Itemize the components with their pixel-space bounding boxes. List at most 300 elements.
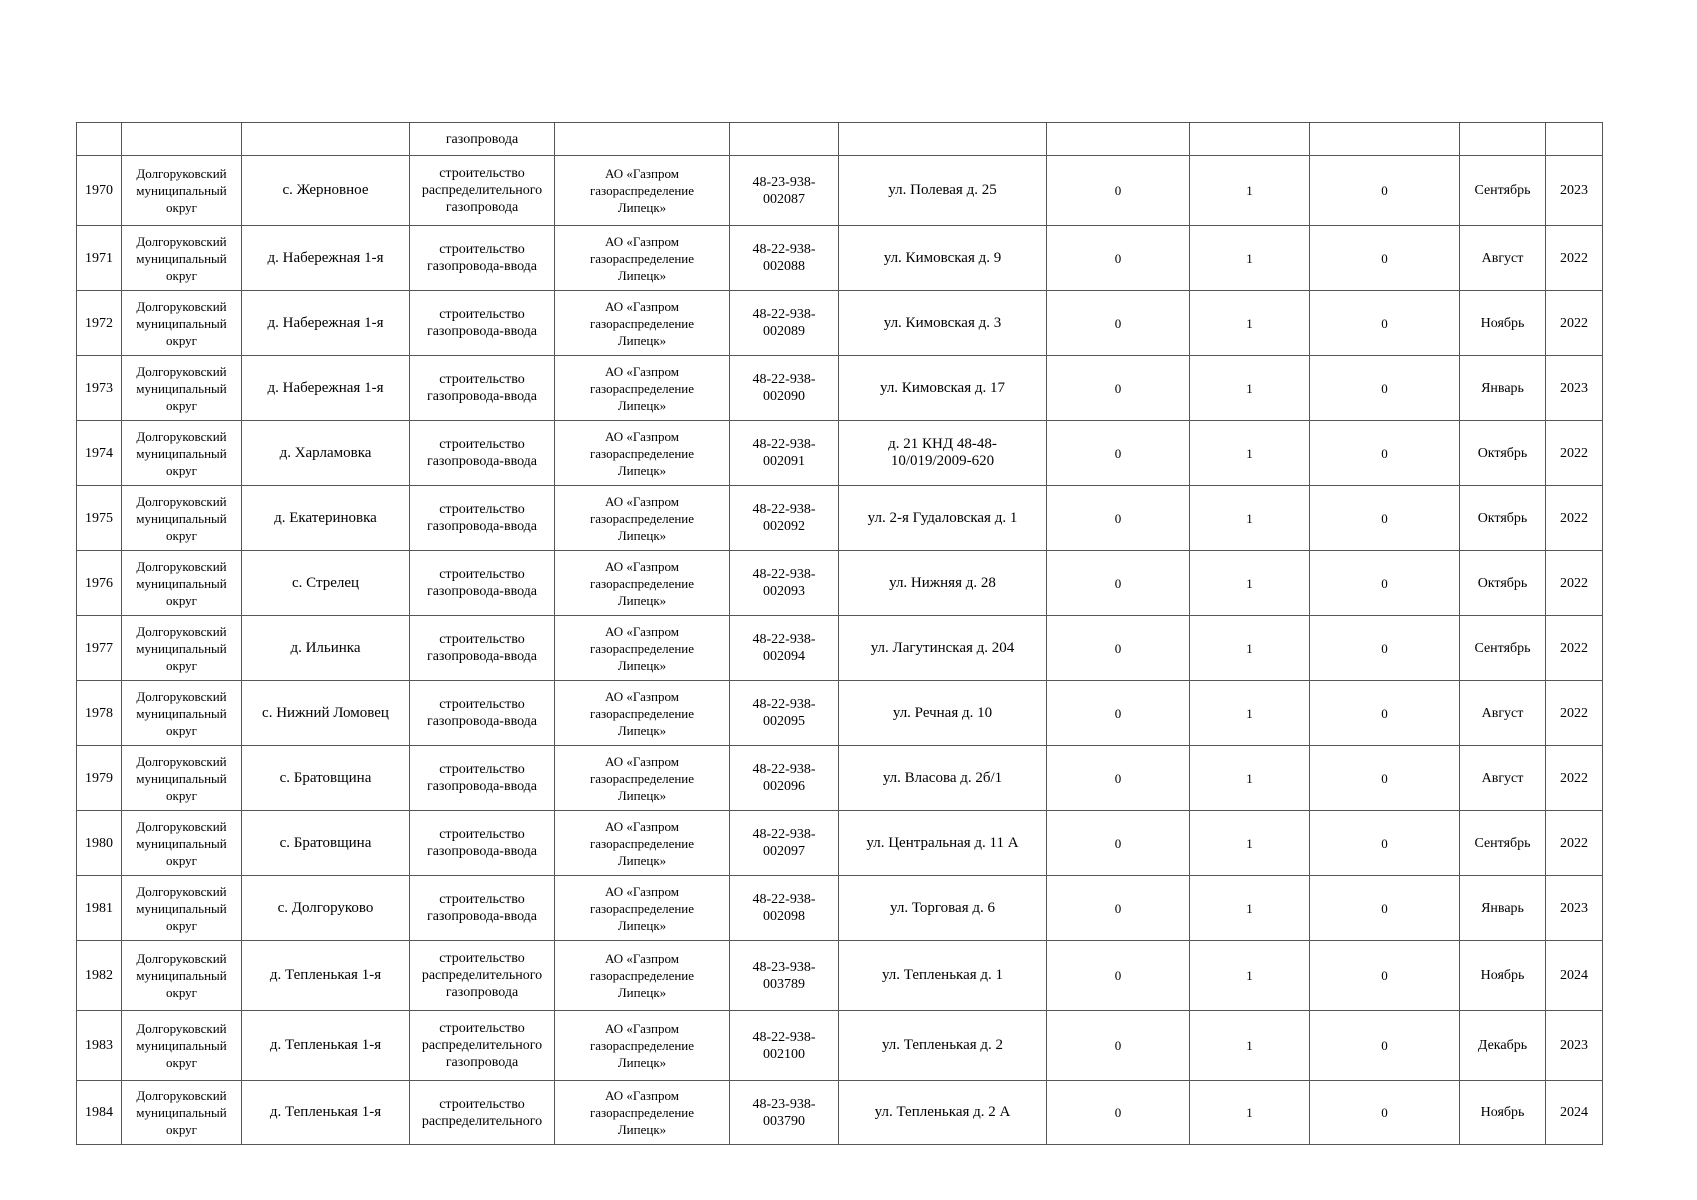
cell-value-3: 0 [1310, 681, 1460, 746]
cell-district-line: округ [166, 852, 197, 868]
cell-org-line: Липецк» [617, 722, 667, 738]
cell-month [1460, 123, 1546, 156]
cell-value-3: 0 [1310, 156, 1460, 226]
table-row [77, 291, 1603, 356]
cell-district [122, 551, 242, 616]
cell-district [122, 941, 242, 1011]
cell-value-2: 1 [1190, 226, 1310, 291]
cell-settlement: д. Набережная 1-я [242, 291, 410, 356]
cell-org-line: Липецк» [617, 985, 667, 1000]
cell-month: Ноябрь [1460, 1081, 1546, 1145]
cell-month: Сентябрь [1460, 811, 1546, 876]
cell-code-line: 002100 [763, 1046, 805, 1062]
cell-address [839, 123, 1047, 156]
cell-month: Август [1460, 226, 1546, 291]
cell-district-line: муниципальный [136, 1105, 227, 1120]
cell-district-line: муниципальный [136, 640, 227, 656]
cell-org-line: Липецк» [617, 787, 667, 803]
cell-value-3: 0 [1310, 941, 1460, 1011]
cell-value-3: 0 [1310, 226, 1460, 291]
cell-code-line: 002093 [763, 584, 805, 599]
table-row [77, 1081, 1603, 1145]
cell-work-line: строительство [439, 437, 525, 452]
cell-district-line: Долгоруковский [136, 951, 227, 966]
cell-address-line: 10/019/2009-620 [890, 453, 995, 469]
table-row [77, 551, 1603, 616]
cell-work-line: газопровода [445, 200, 519, 215]
cell-code-line: 48-22-938- [752, 892, 816, 907]
cell-address-line: ул. Тепленькая д. 1 [881, 967, 1004, 983]
cell-district-line: Долгоруковский [136, 493, 227, 509]
cell-work-line: строительство [439, 762, 525, 777]
cell-year: 2022 [1546, 486, 1603, 551]
cell-org [555, 1011, 730, 1081]
cell-district-line: Долгоруковский [136, 1021, 227, 1036]
cell-work-line: строительство [439, 951, 525, 966]
cell-org-line: АО «Газпром [605, 951, 679, 966]
cell-num: 1981 [77, 876, 122, 941]
cell-district-line: муниципальный [136, 835, 227, 851]
cell-address [839, 156, 1047, 226]
cell-work [410, 616, 555, 681]
cell-code [730, 616, 839, 681]
cell-value-1: 0 [1047, 486, 1190, 551]
cell-num: 1971 [77, 226, 122, 291]
cell-settlement: д. Тепленькая 1-я [242, 1081, 410, 1145]
table-row [77, 421, 1603, 486]
cell-code-line: 002096 [763, 779, 805, 794]
cell-address-line: ул. Речная д. 10 [892, 704, 993, 721]
cell-org-line: газораспределение [589, 315, 695, 331]
cell-work-line: строительство [439, 1021, 525, 1036]
cell-address [839, 616, 1047, 681]
cell-settlement: д. Екатериновка [242, 486, 410, 551]
cell-code-line: 002087 [763, 191, 805, 207]
cell-settlement: с. Жерновное [242, 156, 410, 226]
cell-address-line: ул. Кимовская д. 3 [883, 314, 1002, 331]
cell-year: 2022 [1546, 811, 1603, 876]
cell-settlement: с. Братовщина [242, 811, 410, 876]
cell-code [730, 681, 839, 746]
cell-month: Январь [1460, 356, 1546, 421]
cell-org-line: Липецк» [617, 332, 667, 348]
cell-org [555, 356, 730, 421]
cell-code [730, 291, 839, 356]
cell-district-line: округ [166, 527, 197, 543]
cell-org-line: АО «Газпром [605, 428, 679, 444]
cell-value-2: 1 [1190, 156, 1310, 226]
cell-district [122, 123, 242, 156]
cell-code [730, 226, 839, 291]
cell-value-1: 0 [1047, 226, 1190, 291]
cell-code [730, 746, 839, 811]
cell-district [122, 356, 242, 421]
cell-num: 1976 [77, 551, 122, 616]
table-row [77, 486, 1603, 551]
cell-org-line: АО «Газпром [605, 363, 679, 379]
cell-district-line: Долгоруковский [136, 233, 227, 249]
cell-org-line: Липецк» [617, 917, 667, 933]
cell-work-line: газопровода-ввода [426, 454, 538, 469]
cell-settlement: с. Стрелец [242, 551, 410, 616]
cell-org-line: газораспределение [589, 640, 695, 656]
cell-work: газопровода [410, 123, 555, 156]
cell-value-3: 0 [1310, 811, 1460, 876]
cell-org-line: АО «Газпром [605, 623, 679, 639]
cell-org [555, 156, 730, 226]
cell-code [730, 421, 839, 486]
cell-address-line: ул. Кимовская д. 9 [883, 249, 1002, 266]
cell-district-line: округ [166, 657, 197, 673]
cell-num: 1972 [77, 291, 122, 356]
cell-district-line: Долгоруковский [136, 1088, 227, 1103]
cell-district-line: округ [166, 985, 197, 1000]
cell-work [410, 551, 555, 616]
cell-district-line: Долгоруковский [136, 623, 227, 639]
cell-value-2: 1 [1190, 941, 1310, 1011]
cell-work-line: распределительного [421, 183, 543, 198]
cell-value-3: 0 [1310, 876, 1460, 941]
cell-org-line: Липецк» [617, 657, 667, 673]
cell-work-line: строительство [439, 502, 525, 517]
cell-num: 1978 [77, 681, 122, 746]
cell-value-1: 0 [1047, 811, 1190, 876]
cell-address [839, 551, 1047, 616]
cell-district [122, 291, 242, 356]
cell-year: 2022 [1546, 291, 1603, 356]
cell-value-3: 0 [1310, 356, 1460, 421]
cell-org-line: Липецк» [617, 397, 667, 413]
table-row [77, 156, 1603, 226]
cell-num: 1979 [77, 746, 122, 811]
cell-district-line: Долгоруковский [136, 883, 227, 899]
cell-org-line: АО «Газпром [605, 166, 679, 181]
cell-district [122, 876, 242, 941]
cell-code-line: 48-22-938- [752, 307, 816, 322]
cell-district-line: округ [166, 917, 197, 933]
cell-code [730, 156, 839, 226]
cell-address-line: ул. Центральная д. 11 А [866, 834, 1019, 851]
cell-address [839, 746, 1047, 811]
cell-code-line: 48-22-938- [752, 372, 816, 387]
cell-work [410, 941, 555, 1011]
cell-org-line: АО «Газпром [605, 558, 679, 574]
cell-value-2: 1 [1190, 291, 1310, 356]
cell-code [730, 1081, 839, 1145]
cell-district-line: муниципальный [136, 183, 227, 198]
cell-value-1: 0 [1047, 1081, 1190, 1145]
cell-org-line: газораспределение [589, 445, 695, 461]
cell-org [555, 811, 730, 876]
cell-code-line: 48-23-938- [752, 1096, 816, 1112]
cell-org [555, 421, 730, 486]
table-row [77, 1011, 1603, 1081]
table-row [77, 616, 1603, 681]
cell-org-line: АО «Газпром [605, 818, 679, 834]
cell-district-line: муниципальный [136, 445, 227, 461]
cell-settlement: с. Братовщина [242, 746, 410, 811]
cell-work-line: газопровода-ввода [426, 844, 538, 859]
cell-year: 2024 [1546, 941, 1603, 1011]
cell-code [730, 551, 839, 616]
table-row [77, 941, 1603, 1011]
cell-address [839, 226, 1047, 291]
cell-year: 2022 [1546, 746, 1603, 811]
cell-district-line: округ [166, 787, 197, 803]
cell-work-line: газопровода-ввода [426, 584, 538, 599]
cell-settlement [242, 123, 410, 156]
cell-code-line: 48-23-938- [752, 174, 816, 190]
cell-address [839, 1081, 1047, 1145]
cell-year: 2023 [1546, 1011, 1603, 1081]
cell-work-line: строительство [439, 307, 525, 322]
cell-code-line: 48-22-938- [752, 502, 816, 517]
cell-org-line: АО «Газпром [605, 1088, 679, 1103]
cell-month: Ноябрь [1460, 941, 1546, 1011]
table-row [77, 746, 1603, 811]
cell-code-line: 48-22-938- [752, 697, 816, 712]
cell-work-line: строительство [439, 827, 525, 842]
cell-work [410, 486, 555, 551]
cell-value-3: 0 [1310, 1081, 1460, 1145]
cell-work-line: строительство [439, 697, 525, 712]
table-row [77, 356, 1603, 421]
cell-district-line: муниципальный [136, 968, 227, 983]
cell-work-line: газопровода-ввода [426, 779, 538, 794]
cell-settlement: с. Долгоруково [242, 876, 410, 941]
cell-value-1: 0 [1047, 551, 1190, 616]
cell-num: 1973 [77, 356, 122, 421]
cell-org-line: Липецк» [617, 1055, 667, 1070]
cell-work-line: газопровода-ввода [426, 324, 538, 339]
cell-value-2: 1 [1190, 746, 1310, 811]
cell-code-line: 003789 [763, 976, 805, 992]
cell-district-line: муниципальный [136, 315, 227, 331]
cell-address-line: ул. Тепленькая д. 2 [881, 1037, 1004, 1053]
cell-work [410, 681, 555, 746]
cell-num: 1975 [77, 486, 122, 551]
cell-value-2: 1 [1190, 356, 1310, 421]
cell-code-line: 48-22-938- [752, 762, 816, 777]
cell-code-line: 48-22-938- [752, 437, 816, 452]
cell-org-line: Липецк» [617, 592, 667, 608]
cell-work [410, 356, 555, 421]
cell-org-line: АО «Газпром [605, 493, 679, 509]
cell-address [839, 876, 1047, 941]
cell-work-line: строительство [439, 892, 525, 907]
cell-org [555, 486, 730, 551]
cell-district [122, 616, 242, 681]
cell-address-line: ул. Торговая д. 6 [890, 899, 995, 916]
cell-settlement: д. Набережная 1-я [242, 226, 410, 291]
cell-value-1: 0 [1047, 421, 1190, 486]
cell-num: 1983 [77, 1011, 122, 1081]
cell-district-line: округ [166, 1055, 197, 1070]
cell-code [730, 811, 839, 876]
cell-value-2: 1 [1190, 681, 1310, 746]
cell-org [555, 291, 730, 356]
cell-value-1: 0 [1047, 156, 1190, 226]
cell-value-1 [1047, 123, 1190, 156]
cell-value-1: 0 [1047, 941, 1190, 1011]
cell-value-3: 0 [1310, 486, 1460, 551]
cell-org-line: АО «Газпром [605, 298, 679, 314]
cell-org [555, 1081, 730, 1145]
cell-year [1546, 123, 1603, 156]
table-row-continued [77, 123, 1603, 156]
cell-org-line: Липецк» [617, 852, 667, 868]
cell-settlement: д. Тепленькая 1-я [242, 941, 410, 1011]
cell-address [839, 681, 1047, 746]
cell-org-line: АО «Газпром [605, 688, 679, 704]
cell-address-line: ул. Лагутинская д. 204 [870, 639, 1015, 656]
cell-value-3: 0 [1310, 746, 1460, 811]
cell-district-line: муниципальный [136, 380, 227, 396]
cell-value-3: 0 [1310, 291, 1460, 356]
cell-value-1: 0 [1047, 876, 1190, 941]
cell-value-3: 0 [1310, 1011, 1460, 1081]
cell-org-line: Липецк» [617, 1122, 667, 1137]
cell-work-line: строительство [439, 632, 525, 647]
cell-district [122, 421, 242, 486]
cell-district-line: муниципальный [136, 900, 227, 916]
cell-code-line: 48-22-938- [752, 242, 816, 257]
cell-value-1: 0 [1047, 291, 1190, 356]
cell-settlement: д. Харламовка [242, 421, 410, 486]
cell-work [410, 226, 555, 291]
table-body [77, 123, 1603, 1145]
cell-year: 2022 [1546, 551, 1603, 616]
cell-value-2: 1 [1190, 1081, 1310, 1145]
cell-district-line: муниципальный [136, 1038, 227, 1053]
cell-num: 1982 [77, 941, 122, 1011]
cell-work [410, 156, 555, 226]
cell-year: 2022 [1546, 421, 1603, 486]
cell-value-1: 0 [1047, 746, 1190, 811]
cell-settlement: д. Тепленькая 1-я [242, 1011, 410, 1081]
cell-address-line: ул. Тепленькая д. 2 А [874, 1104, 1011, 1120]
cell-org [555, 123, 730, 156]
cell-work [410, 1081, 555, 1145]
cell-code-line: 48-22-938- [752, 827, 816, 842]
cell-num [77, 123, 122, 156]
cell-org [555, 746, 730, 811]
cell-org-line: газораспределение [589, 900, 695, 916]
cell-district [122, 1011, 242, 1081]
cell-code-line: 002094 [763, 649, 805, 664]
cell-work-line: строительство [439, 567, 525, 582]
cell-code [730, 123, 839, 156]
cell-district-line: округ [166, 200, 197, 215]
cell-district [122, 226, 242, 291]
cell-district [122, 681, 242, 746]
cell-value-3: 0 [1310, 616, 1460, 681]
cell-work-line: газопровода-ввода [426, 649, 538, 664]
cell-address-line: ул. Власова д. 2б/1 [882, 769, 1003, 786]
cell-org-line: газораспределение [589, 250, 695, 266]
cell-district-line: округ [166, 1122, 197, 1137]
cell-settlement: д. Набережная 1-я [242, 356, 410, 421]
cell-district-line: округ [166, 332, 197, 348]
cell-code-line: 002088 [763, 259, 805, 274]
cell-value-2 [1190, 123, 1310, 156]
cell-org-line: АО «Газпром [605, 883, 679, 899]
cell-org [555, 681, 730, 746]
cell-district-line: округ [166, 592, 197, 608]
cell-org [555, 226, 730, 291]
cell-value-3: 0 [1310, 551, 1460, 616]
cell-work [410, 811, 555, 876]
cell-code-line: 002095 [763, 714, 805, 729]
cell-district-line: Долгоруковский [136, 688, 227, 704]
cell-code-line: 003790 [763, 1113, 805, 1129]
cell-code-line: 002090 [763, 389, 805, 404]
cell-district-line: округ [166, 722, 197, 738]
cell-value-2: 1 [1190, 616, 1310, 681]
cell-code-line: 002091 [763, 454, 805, 469]
cell-work-line: газопровода [445, 985, 519, 1000]
cell-org-line: АО «Газпром [605, 233, 679, 249]
cell-org-line: газораспределение [589, 770, 695, 786]
cell-district-line: муниципальный [136, 770, 227, 786]
cell-address [839, 421, 1047, 486]
cell-value-3: 0 [1310, 421, 1460, 486]
cell-org-line: газораспределение [589, 1105, 695, 1120]
cell-month: Ноябрь [1460, 291, 1546, 356]
cell-code-line: 48-22-938- [752, 1029, 816, 1045]
cell-code [730, 486, 839, 551]
cell-address [839, 811, 1047, 876]
gasification-table [76, 122, 1603, 1145]
cell-value-2: 1 [1190, 1011, 1310, 1081]
cell-month: Сентябрь [1460, 616, 1546, 681]
cell-code-line: 48-22-938- [752, 632, 816, 647]
cell-work [410, 291, 555, 356]
cell-year: 2023 [1546, 876, 1603, 941]
cell-district-line: муниципальный [136, 510, 227, 526]
cell-value-2: 1 [1190, 486, 1310, 551]
cell-org-line: газораспределение [589, 380, 695, 396]
cell-work-line: строительство [439, 372, 525, 387]
table-row [77, 811, 1603, 876]
cell-district-line: Долгоруковский [136, 753, 227, 769]
cell-address-line: ул. Кимовская д. 17 [879, 379, 1005, 396]
cell-org [555, 941, 730, 1011]
cell-org-line: газораспределение [589, 968, 695, 983]
cell-address-line: д. 21 КНД 48-48- [888, 436, 997, 452]
cell-org-line: Липецк» [617, 267, 667, 283]
cell-code-line: 002092 [763, 519, 805, 534]
cell-num: 1970 [77, 156, 122, 226]
cell-org-line: Липецк» [617, 527, 667, 543]
cell-month: Август [1460, 681, 1546, 746]
cell-code [730, 1011, 839, 1081]
cell-org-line: Липецк» [617, 200, 667, 215]
cell-district-line: Долгоруковский [136, 428, 227, 444]
cell-code [730, 356, 839, 421]
cell-num: 1984 [77, 1081, 122, 1145]
cell-year: 2023 [1546, 356, 1603, 421]
cell-work [410, 746, 555, 811]
cell-address-line: ул. Полевая д. 25 [888, 182, 997, 198]
cell-code-line: 48-22-938- [752, 567, 816, 582]
cell-district-line: Долгоруковский [136, 363, 227, 379]
cell-num: 1974 [77, 421, 122, 486]
cell-district-line: округ [166, 462, 197, 478]
cell-value-2: 1 [1190, 421, 1310, 486]
cell-code [730, 941, 839, 1011]
cell-month: Октябрь [1460, 551, 1546, 616]
